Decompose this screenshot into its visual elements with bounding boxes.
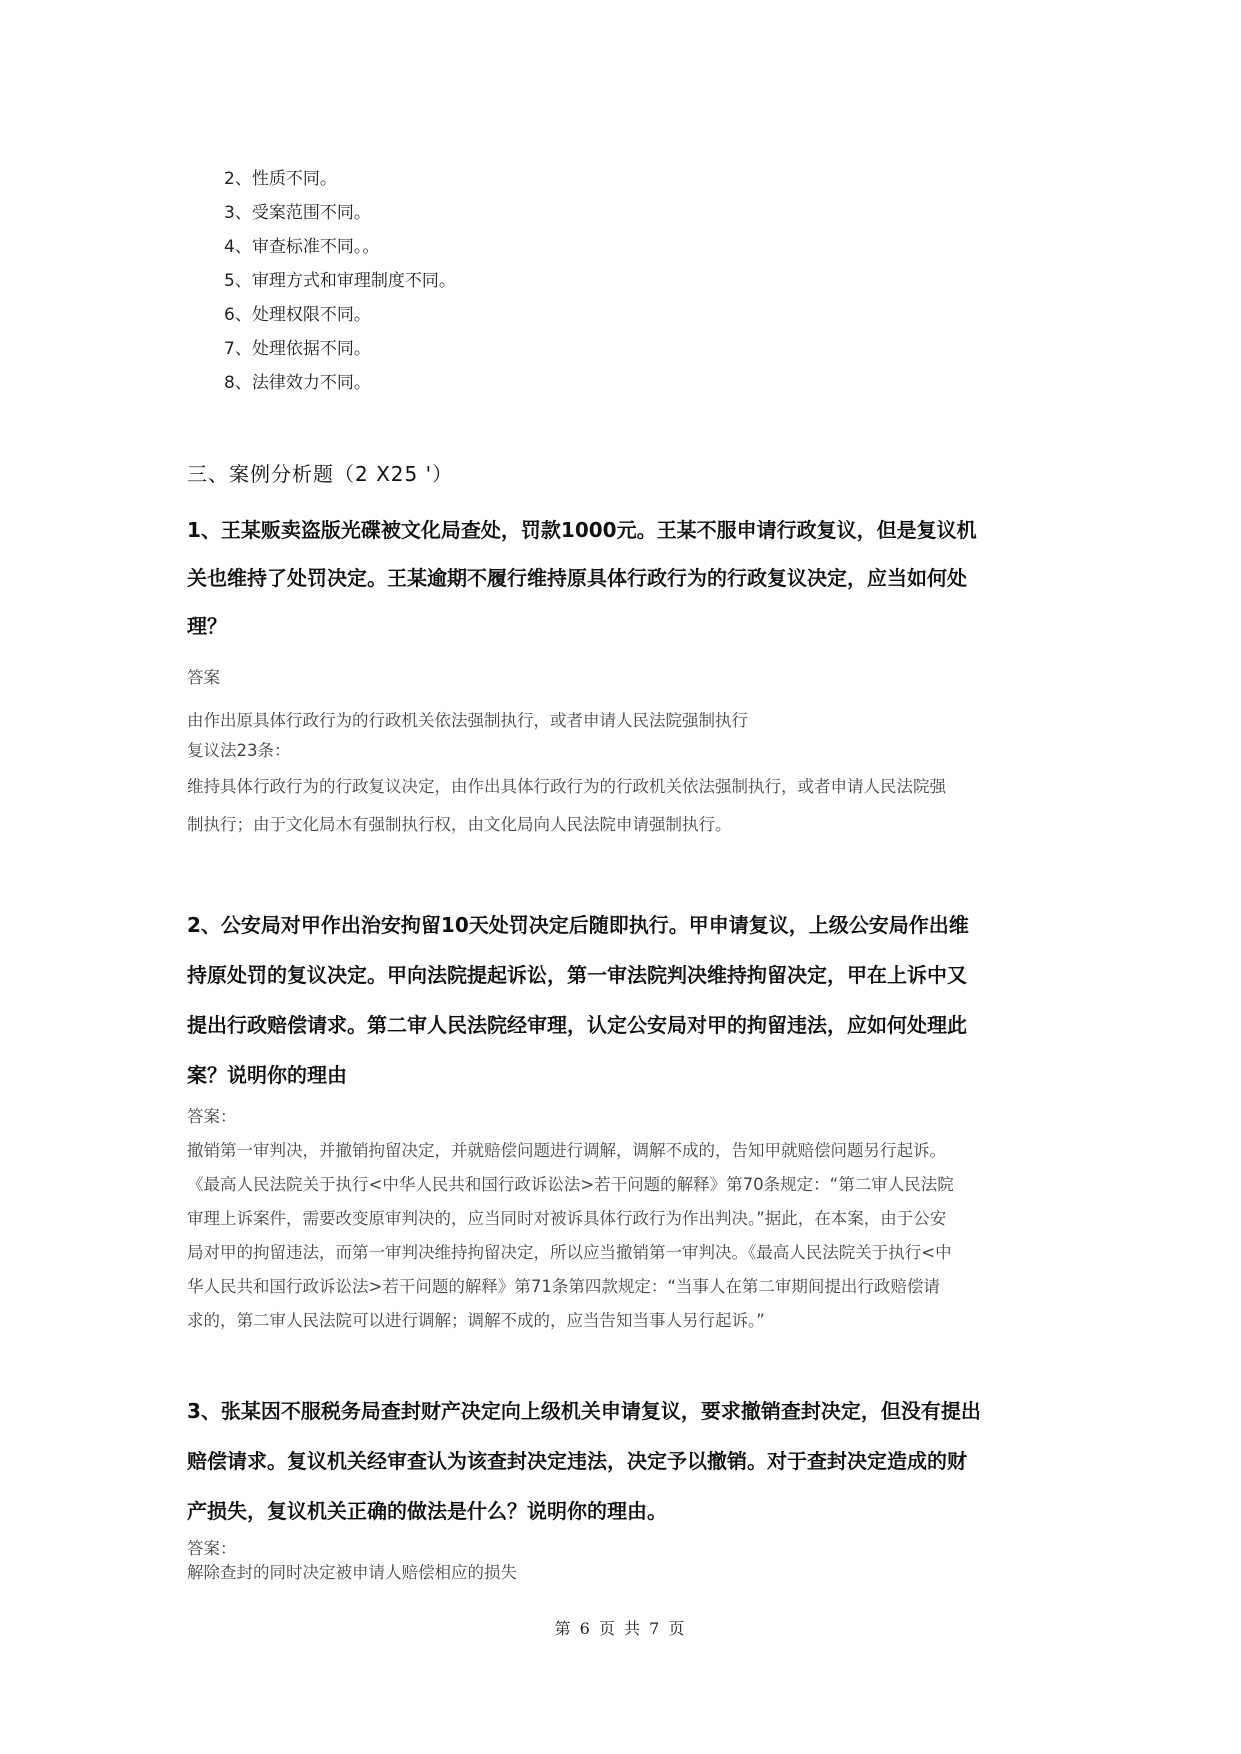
list-item: 5、审理方式和审理制度不同。 <box>224 271 456 291</box>
question-line: 理？ <box>187 614 227 638</box>
question-line: 关也维持了处罚决定。王某逾期不履行维持原具体行政行为的行政复议决定，应当如何处 <box>187 566 967 590</box>
answer-line: 《最高人民法院关于执行<中华人民共和国行政诉讼法>若干问题的解释》第70条规定：“第二审人民法院 <box>187 1175 954 1194</box>
answer-line: 局对甲的拘留违法，而第一审判决维持拘留决定，所以应当撤销第一审判决。《最高人民法院关于执行<中 <box>187 1243 952 1262</box>
section-title: 三、案例分析题（2 X25 '） <box>187 462 454 486</box>
answer-line: 审理上诉案件，需要改变原审判决的，应当同时对被诉具体行政行为作出判决。”据此，在本案，由于公安 <box>187 1209 947 1228</box>
answer-line: 复议法23条： <box>187 741 291 760</box>
answer-1-cont <box>187 768 1057 844</box>
question-3 <box>187 1386 1055 1536</box>
list-item: 4、审查标准不同。。 <box>224 237 380 257</box>
question-line: 提出行政赔偿请求。第二审人民法院经审理，认定公安局对甲的拘留违法，应如何处理此 <box>187 1013 967 1037</box>
list-item: 8、法律效力不同。 <box>224 373 371 393</box>
list-item: 3、受案范围不同。 <box>224 203 371 223</box>
question-2 <box>187 900 1055 1100</box>
question-line: 案？说明你的理由 <box>187 1063 347 1087</box>
list-item: 2、性质不同。 <box>224 169 337 189</box>
question-line: 赔偿请求。复议机关经审查认为该查封决定违法，决定予以撤销。对于查封决定造成的财 <box>187 1449 967 1473</box>
question-line: 产损失，复议机关正确的做法是什么？说明你的理由。 <box>187 1499 667 1523</box>
answer-label: 答案 <box>187 668 220 687</box>
question-line: 持原处罚的复议决定。甲向法院提起诉讼，第一审法院判决维持拘留决定，甲在上诉中又 <box>187 963 967 987</box>
answer-line: 由作出原具体行政行为的行政机关依法强制执行，或者申请人民法院强制执行 <box>187 711 748 730</box>
answer-1 <box>187 706 1057 766</box>
answer-line: 求的，第二审人民法院可以进行调解；调解不成的，应当告知当事人另行起诉。” <box>187 1311 765 1330</box>
answer-label: 答案： <box>187 1539 237 1558</box>
differences-list <box>224 162 456 400</box>
question-line: 1、王某贩卖盗版光碟被文化局查处，罚款1000元。王某不服申请行政复议，但是复议机 <box>187 518 977 542</box>
answer-line: 维持具体行政行为的行政复议决定，由作出具体行政行为的行政机关依法强制执行，或者申请人民法院强 <box>187 777 946 796</box>
page-footer: 第 6 页 共 7 页 <box>554 1619 687 1638</box>
answer-2 <box>187 1100 1057 1338</box>
answer-label: 答案： <box>187 1107 237 1126</box>
answer-line: 撤销第一审判决，并撤销拘留决定，并就赔偿问题进行调解，调解不成的，告知甲就赔偿问题另行起诉。 <box>187 1141 946 1160</box>
answer-3 <box>187 1537 1057 1585</box>
answer-line: 制执行；由于文化局木有强制执行权，由文化局向人民法院申请强制执行。 <box>187 815 732 834</box>
question-1 <box>187 506 1055 650</box>
question-line: 3、张某因不服税务局查封财产决定向上级机关申请复议，要求撤销查封决定，但没有提出 <box>187 1399 981 1423</box>
list-item: 6、处理权限不同。 <box>224 305 371 325</box>
answer-1-label-block <box>187 662 1057 694</box>
list-item: 7、处理依据不同。 <box>224 339 371 359</box>
answer-line: 华人民共和国行政诉讼法>若干问题的解释》第71条第四款规定：“当事人在第二审期间提出行政赔偿请 <box>187 1277 940 1296</box>
question-line: 2、公安局对甲作出治安拘留10天处罚决定后随即执行。甲申请复议，上级公安局作出维 <box>187 913 969 937</box>
answer-line: 解除查封的同时决定被申请人赔偿相应的损失 <box>187 1563 517 1582</box>
